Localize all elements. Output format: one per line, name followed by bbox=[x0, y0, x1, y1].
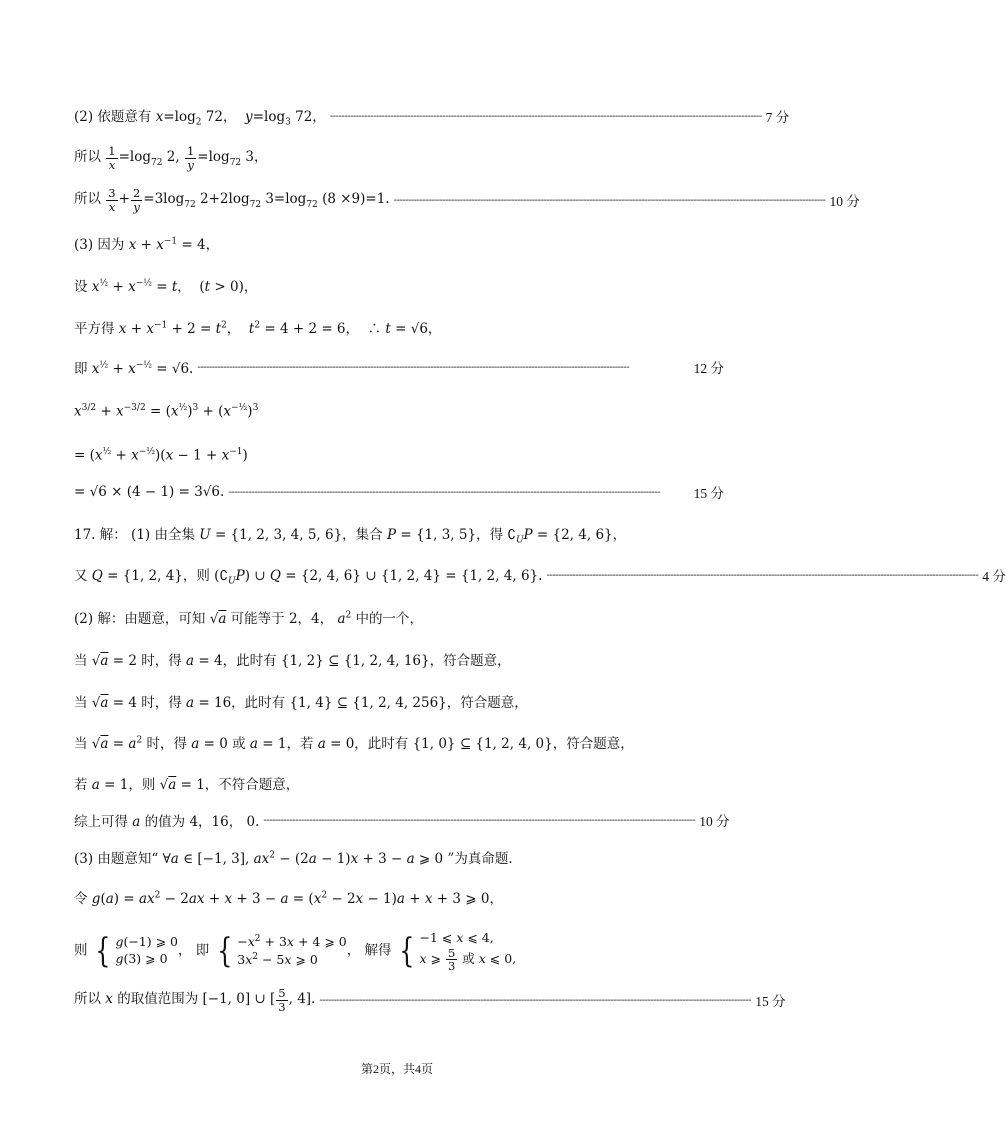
score-7: 7 分 bbox=[765, 110, 790, 125]
line-12: 又 Q = {1, 2, 4}，则 $(∁_UP)$ ∪ Q = {2, 4, 6} ∪ {1, 2, 4} = {1, 2, 4, 6}. ------------------------------------------------------------------------------------------------------------------------------------------------------ 4 分 bbox=[74, 560, 724, 590]
line-10: = √6 × (4 − 1) = 3√6. ------------------------------------------------------------------------------------------------------------------------------------------------------ 15 分 bbox=[74, 484, 724, 501]
line-16: 当 $√a = a^2$ 时，得 a = 0 或 a = 1，若 a = 0，此时有 {1, 0} ⊆ {1, 2, 4, 0}，符合题意， bbox=[74, 735, 634, 752]
score-10b: 10 分 bbox=[699, 814, 730, 829]
line-1: (2) 依题意有 $x=\log_2$ 72， $y=\log_3$ 72， ------------------------------------------------------------------------------------------------------------------------------------------------------ 7 分 bbox=[74, 101, 724, 131]
line-11: 17. 解： (1) 由全集 U = {1, 2, 3, 4, 5, 6}，集合 P = {1, 3, 5}，得 $∁_UP = \{2$, 4, 6}， bbox=[74, 526, 627, 546]
line-2: 所以 $\frac{1}{x}$ $=\log_{72}$ 2, $\frac{1}{y}$ $=\log_{72}$ 3， bbox=[74, 144, 268, 172]
score-4: 4 分 bbox=[982, 569, 1006, 584]
line-13: (2) 解：由题意，可知 √a 可能等于 2，4， $a^2$ 中的一个， bbox=[74, 610, 424, 627]
score-12: 12 分 bbox=[693, 361, 724, 376]
line-5: 设 $x^{\frac{1}{2}} + x^{-\frac{1}{2}} = t$， (t > 0)， bbox=[74, 278, 258, 295]
line-18: 综上可得 a 的值为 4，16， 0. ------------------------------------------------------------------------------------------------------------------------------------------------------ 10 分 bbox=[74, 805, 724, 835]
line-14: 当 √a = 2 时，得 a = 4，此时有 {1, 2} ⊆ {1, 2, 4, 16}，符合题意， bbox=[74, 653, 511, 669]
score-15: 15 分 bbox=[693, 486, 724, 501]
line-20: 令 $g(a) = ax^2 - 2ax + x + 3 - a = (x^2 - 2x - 1)a + x + 3$ ⩾ 0， bbox=[74, 890, 503, 907]
line-21: 则 { g(−1) ⩾ 0 g(3) ⩾ 0 ， 即 { $-x^2 + 3x + 4$ ⩾ 0 $3x^2 - 5x$ ⩾ 0 ， 解得 { −1 ⩽ x ⩽ 4, x ⩾ $\frac{5}{3}$ 或 x ⩽ 0, bbox=[74, 930, 517, 973]
line-15: 当 √a = 4 时，得 a = 16，此时有 {1, 4} ⊆ {1, 2, 4, 256}，符合题意， bbox=[74, 695, 528, 711]
line-19: (3) 由题意知“ ∀a ∈ [−1, 3], $ax^2 - (2a - 1)x + 3 - a$ ⩾ 0 ”为真命题. bbox=[74, 850, 513, 867]
line-3: 所以 $\frac{3}{x}$ + $\frac{2}{y}$ $=3\log_{72}$ $2+2\log_{72}$ $3=\log_{72}$ (8 ×9)=1. ------------------------------------------------------------------------------------------------------------------------------------------------------ 10 分 bbox=[74, 186, 860, 214]
score-15b: 15 分 bbox=[755, 994, 786, 1009]
line-8: $x^{3/2} + x^{-3/2} = (x^{\frac{1}{2}})^3 + (x^{-\frac{1}{2}})^3$ bbox=[74, 402, 259, 420]
line-22: 所以 x 的取值范围为 [−1, 0] ∪ [ $\frac{5}{3}$ , 4]. ------------------------------------------------------------------------------------------------------------------------------------------------------ 15 分 bbox=[74, 986, 786, 1014]
score-10: 10 分 bbox=[829, 194, 860, 209]
line-4: (3) 因为 $x + x^{-1} = 4$， bbox=[74, 236, 220, 253]
line-7: 即 $x^{\frac{1}{2}} + x^{-\frac{1}{2}} = √6$. ------------------------------------------------------------------------------------------------------------------------------------------------------ 12 分 bbox=[74, 352, 724, 382]
line-9: = $(x^{\frac{1}{2}} + x^{-\frac{1}{2}})(x - 1 + x^{-1})$ bbox=[74, 446, 248, 464]
line-6: 平方得 $x + x^{-1} + 2 = t^2$， $t^2 = 4 + 2 = 6$， ∴ t = √6， bbox=[74, 320, 442, 337]
page-footer: 第2页，共4页 bbox=[360, 1062, 433, 1076]
line-17: 若 a = 1，则 √a = 1，不符合题意， bbox=[74, 777, 300, 793]
